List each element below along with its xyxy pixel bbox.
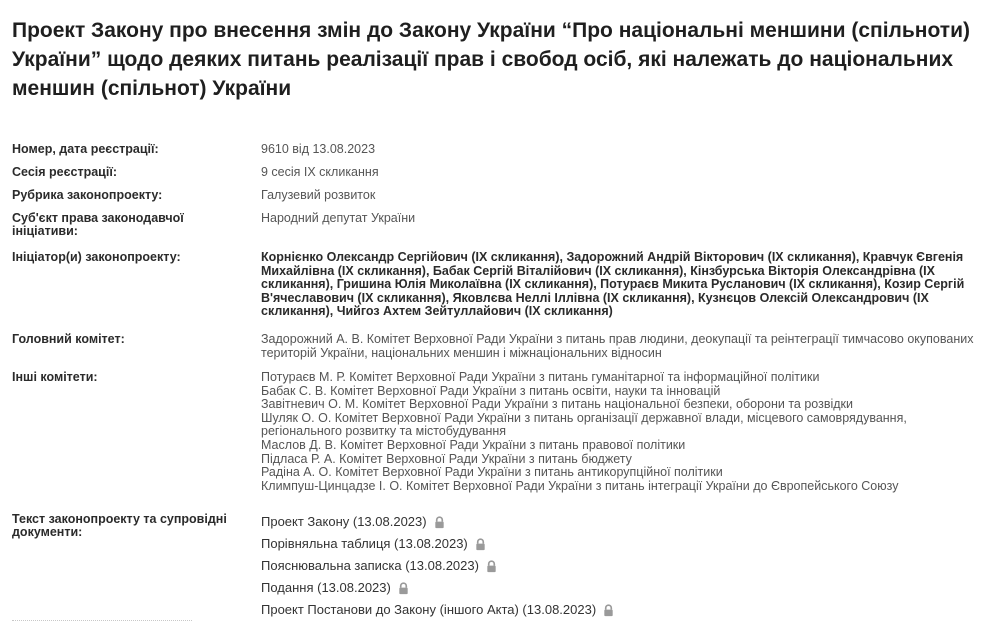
- lock-icon: [602, 604, 615, 617]
- subject-label: Суб'єкт права законодавчої ініціативи:: [12, 211, 184, 238]
- committee-item: Підласа Р. А. Комітет Верховної Ради України з питань бюджету: [261, 451, 632, 466]
- committee-item: Радіна А. О. Комітет Верховної Ради України з питань антикорупційної політики: [261, 465, 723, 480]
- other-committees-label: Інші комітети:: [12, 370, 98, 384]
- other-committees-list: [261, 371, 993, 493]
- documents-list: [261, 511, 993, 621]
- document-item[interactable]: [261, 577, 993, 599]
- document-item[interactable]: [261, 599, 993, 621]
- committee-item: Завітневич О. М. Комітет Верховної Ради України з питань національної безпеки, оборони та розвідки: [261, 397, 853, 412]
- main-committee-label: Головний комітет:: [12, 332, 125, 346]
- committee-item: Климпуш-Цинцадзе І. О. Комітет Верховної Ради України з питань інтеграції України до Європейського Союзу: [261, 478, 899, 493]
- lock-icon: [433, 516, 446, 529]
- committee-item: Потураєв М. Р. Комітет Верховної Ради України з питань гуманітарної та інформаційної політики: [261, 370, 820, 384]
- registration-value: 9610 від 13.08.2023: [261, 142, 376, 156]
- lock-icon: [474, 538, 487, 551]
- document-link[interactable]: Подання (13.08.2023): [261, 580, 391, 596]
- lock-icon: [485, 560, 498, 573]
- document-item[interactable]: [261, 555, 993, 577]
- committee-item: Бабак С. В. Комітет Верховної Ради України з питань освіти, науки та інновацій: [261, 383, 721, 398]
- lock-icon: [397, 582, 410, 595]
- committee-item: Маслов Д. В. Комітет Верховної Ради України з питань правової політики: [261, 437, 686, 452]
- document-item[interactable]: [261, 511, 993, 533]
- main-committee-value: Задорожний А. В. Комітет Верховної Ради України з питань прав людини, деокупації та реінтеграції тимчасово окупованих територій України, національних меншин і міжнаціональних відносин: [261, 332, 974, 360]
- subject-value: Народний депутат України: [261, 211, 416, 225]
- document-item[interactable]: [261, 533, 993, 555]
- document-link[interactable]: Порівняльна таблиця (13.08.2023): [261, 536, 468, 552]
- document-link[interactable]: Пояснювальна записка (13.08.2023): [261, 558, 479, 574]
- rubric-label: Рубрика законопроекту:: [12, 188, 163, 202]
- documents-label: Текст законопроекту та супровідні документи:: [12, 512, 227, 539]
- initiators-label: Ініціатор(и) законопроекту:: [12, 250, 181, 264]
- page-title: Проект Закону про внесення змін до Закону України “Про національні меншини (спільноти) України” щодо деяких питань реалізації прав і свобод осіб, які належать до національних меншин (спільнот) України: [12, 19, 970, 100]
- session-label: Сесія реєстрації:: [12, 165, 117, 179]
- registration-label: Номер, дата реєстрації:: [12, 142, 159, 156]
- document-link[interactable]: Проект Закону (13.08.2023): [261, 514, 427, 530]
- document-link[interactable]: Проект Постанови до Закону (іншого Акта) (13.08.2023): [261, 602, 597, 618]
- rubric-value: Галузевий розвиток: [261, 188, 376, 202]
- initiators-value: Корнієнко Олександр Сергійович (IX скликання), Задорожний Андрій Вікторович (IX скликання), Кравчук Євгенія Михайлівна (IX скликання), Бабак Сергій Віталійович (IX скликання), Кінзбурська Вікторія Олександрівна (IX скликання), Гришина Юлія Миколаївна (IX скликання), Потураєв Микита Русланович (IX скликання), Козир Сергій В'ячеславович (IX скликання), Яковлєва Неллі Іллівна (IX скликання), Кузнєцов Олексій Олександрович (IX скликання), Чийгоз Ахтем Зейтуллайович (IX скликання): [261, 250, 965, 319]
- session-value: 9 сесія IX скликання: [261, 165, 379, 179]
- committee-item: Шуляк О. О. Комітет Верховної Ради України з питань організації державної влади, місцевого самоврядування, регіонального розвитку та містобудування: [261, 410, 907, 439]
